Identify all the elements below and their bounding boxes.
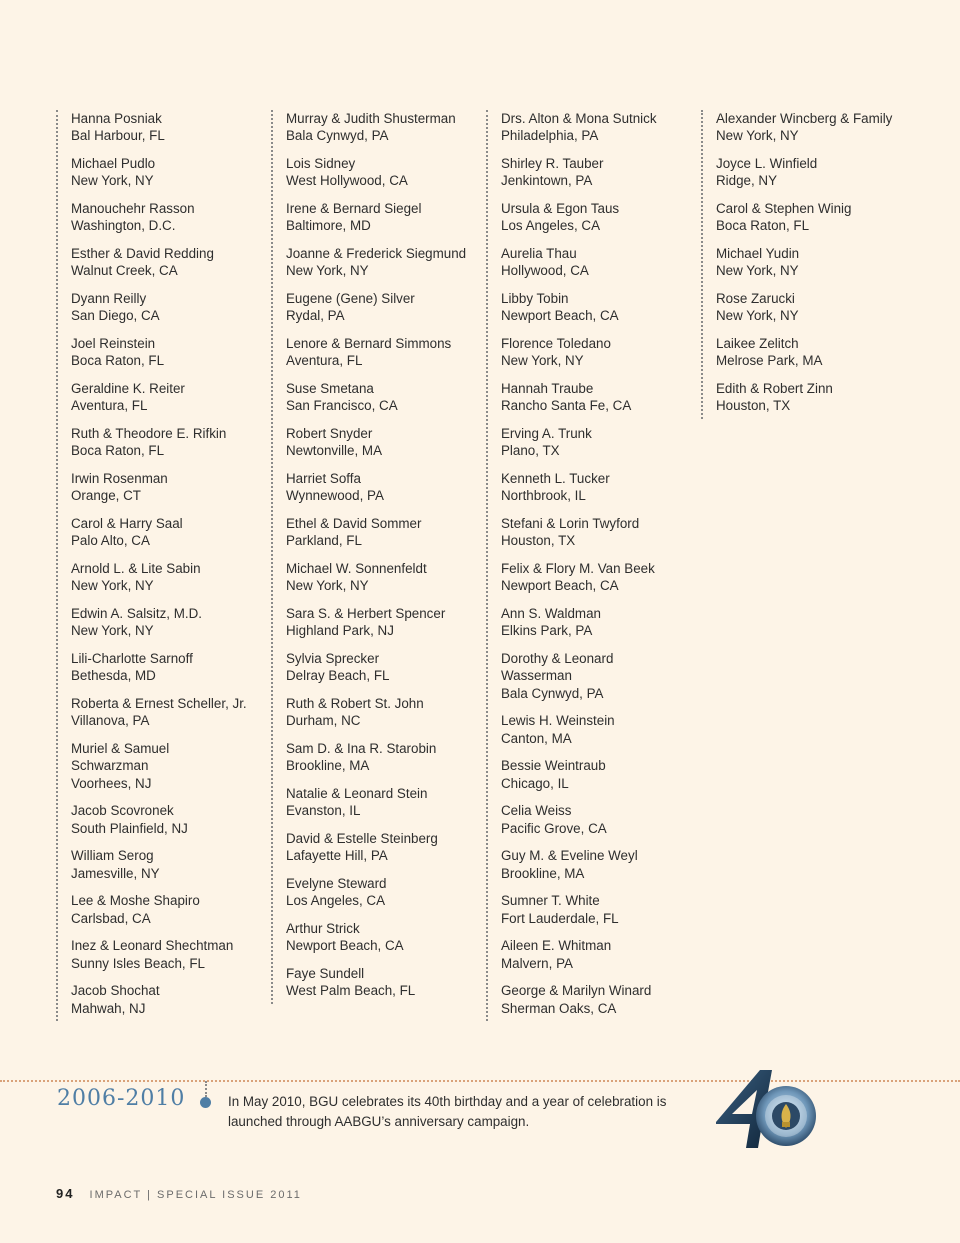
donor-name: Michael W. Sonnenfeldt bbox=[286, 561, 427, 576]
donor-entry bbox=[286, 830, 496, 865]
donor-location: Los Angeles, CA bbox=[501, 218, 601, 234]
page-number: 94 bbox=[56, 1186, 75, 1201]
donor-name: Drs. Alton & Mona Sutnick bbox=[501, 111, 657, 126]
donor-location: New York, NY bbox=[716, 263, 799, 279]
donor-location: Boca Raton, FL bbox=[71, 353, 165, 369]
donor-entry bbox=[286, 380, 496, 415]
donor-entry bbox=[71, 937, 281, 972]
donor-location: Elkins Park, PA bbox=[501, 623, 593, 639]
donor-entry bbox=[716, 155, 946, 190]
donor-name: Bessie Weintraub bbox=[501, 758, 606, 774]
donor-name: Sylvia Sprecker bbox=[286, 651, 380, 666]
donor-location: Boca Raton, FL bbox=[716, 218, 810, 234]
donor-location: Aventura, FL bbox=[71, 398, 148, 414]
donor-name: Manouchehr Rasson bbox=[71, 201, 195, 216]
donor-entry bbox=[71, 470, 281, 505]
donor-location: Bethesda, MD bbox=[71, 668, 156, 684]
donor-location: Mahwah, NJ bbox=[71, 1000, 146, 1016]
donor-location: Carlsbad, CA bbox=[71, 910, 151, 926]
donor-location: Chicago, IL bbox=[501, 775, 569, 791]
donor-entry bbox=[71, 110, 281, 145]
donor-location: New York, NY bbox=[71, 173, 154, 189]
donor-location: Rancho Santa Fe, CA bbox=[501, 398, 632, 414]
donor-name: George & Marilyn Winard bbox=[501, 983, 652, 999]
donor-entry bbox=[71, 245, 281, 280]
donor-entry bbox=[286, 470, 496, 505]
donor-name: Stefani & Lorin Twyford bbox=[501, 516, 640, 531]
donor-name: Roberta & Ernest Scheller, Jr. bbox=[71, 696, 247, 711]
donor-name: Lenore & Bernard Simmons bbox=[286, 336, 452, 351]
donor-name: Ruth & Theodore E. Rifkin bbox=[71, 426, 227, 441]
donor-entry bbox=[71, 200, 281, 235]
donor-name: Joanne & Frederick Siegmund bbox=[286, 246, 467, 261]
donor-entry bbox=[501, 470, 711, 505]
donor-name: Aileen E. Whitman bbox=[501, 938, 612, 954]
donor-name: Jacob Shochat bbox=[71, 983, 160, 999]
donor-location: Durham, NC bbox=[286, 713, 361, 729]
donor-name: David & Estelle Steinberg bbox=[286, 831, 438, 846]
donor-entry bbox=[501, 605, 711, 640]
donor-entry bbox=[71, 802, 281, 837]
donor-name: Carol & Stephen Winig bbox=[716, 201, 852, 216]
donor-entry bbox=[286, 425, 496, 460]
donor-name: Shirley R. Tauber bbox=[501, 156, 604, 171]
donor-name: Robert Snyder bbox=[286, 426, 373, 441]
donor-entry bbox=[501, 335, 711, 370]
donor-name: Arnold L. & Lite Sabin bbox=[71, 561, 201, 576]
donor-entry bbox=[501, 200, 711, 235]
donor-location: Highland Park, NJ bbox=[286, 623, 394, 639]
donor-location: Voorhees, NJ bbox=[71, 775, 152, 791]
donor-entry bbox=[71, 847, 281, 882]
donor-entry bbox=[286, 920, 496, 955]
donor-name: Inez & Leonard Shechtman bbox=[71, 938, 234, 954]
donor-location: Brookline, MA bbox=[286, 758, 370, 774]
donor-entry bbox=[286, 155, 496, 190]
donor-location: Villanova, PA bbox=[71, 713, 150, 729]
donor-entry bbox=[501, 560, 711, 595]
donor-entry bbox=[71, 335, 281, 370]
donor-entry bbox=[716, 245, 946, 280]
donor-entry bbox=[71, 605, 281, 640]
donor-name: Aurelia Thau bbox=[501, 246, 577, 261]
donor-location: South Plainfield, NJ bbox=[71, 820, 188, 836]
donor-entry bbox=[501, 245, 711, 280]
donor-entry bbox=[501, 650, 711, 702]
donor-name: Dyann Reilly bbox=[71, 291, 147, 306]
donor-name: Lili-Charlotte Sarnoff bbox=[71, 651, 193, 666]
donor-location: Fort Lauderdale, FL bbox=[501, 910, 619, 926]
donor-entry bbox=[71, 290, 281, 325]
donor-name: Jacob Scovronek bbox=[71, 803, 174, 819]
donor-location: Newtonville, MA bbox=[286, 443, 382, 459]
donor-entry bbox=[286, 290, 496, 325]
donor-name: Eugene (Gene) Silver bbox=[286, 291, 415, 306]
donor-name: Sam D. & Ina R. Starobin bbox=[286, 741, 437, 756]
donor-entry bbox=[501, 712, 711, 747]
donor-name: Schwarzman bbox=[71, 758, 149, 774]
donor-name: Michael Yudin bbox=[716, 246, 800, 261]
donor-location: Delray Beach, FL bbox=[286, 668, 390, 684]
donor-name: Faye Sundell bbox=[286, 966, 365, 981]
donor-entry bbox=[71, 740, 281, 792]
donor-entry bbox=[71, 560, 281, 595]
donor-location: New York, NY bbox=[71, 623, 154, 639]
donor-entry bbox=[501, 847, 711, 882]
donor-name: Lewis H. Weinstein bbox=[501, 713, 615, 729]
donor-name: Joyce L. Winfield bbox=[716, 156, 818, 171]
donor-entry bbox=[286, 515, 496, 550]
donor-entry bbox=[71, 155, 281, 190]
donor-location: Baltimore, MD bbox=[286, 218, 371, 234]
donor-name: Rose Zarucki bbox=[716, 291, 795, 306]
donor-column-3 bbox=[486, 110, 711, 1021]
donor-entry bbox=[286, 650, 496, 685]
donor-entry bbox=[286, 965, 496, 1000]
donor-name: Sumner T. White bbox=[501, 893, 600, 909]
donor-location: Orange, CT bbox=[71, 488, 141, 504]
donor-location: Jamesville, NY bbox=[71, 865, 160, 881]
donor-name: Florence Toledano bbox=[501, 336, 611, 351]
donor-name: Arthur Strick bbox=[286, 921, 360, 936]
donor-entry bbox=[501, 425, 711, 460]
donor-location: West Hollywood, CA bbox=[286, 173, 408, 189]
donor-name: Muriel & Samuel bbox=[71, 741, 170, 756]
donor-name: Irwin Rosenman bbox=[71, 471, 168, 486]
donor-name: Harriet Soffa bbox=[286, 471, 361, 486]
donor-location: Sunny Isles Beach, FL bbox=[71, 955, 205, 971]
donor-entry bbox=[501, 982, 711, 1017]
donor-name: William Serog bbox=[71, 848, 154, 864]
donor-entry bbox=[71, 515, 281, 550]
donor-name: Kenneth L. Tucker bbox=[501, 471, 610, 486]
donor-entry bbox=[71, 982, 281, 1017]
donor-name: Natalie & Leonard Stein bbox=[286, 786, 428, 801]
donor-entry bbox=[286, 335, 496, 370]
donor-name: Michael Pudlo bbox=[71, 156, 156, 171]
timeline-connector bbox=[205, 1081, 207, 1097]
donor-location: Bal Harbour, FL bbox=[71, 128, 165, 144]
donor-location: San Diego, CA bbox=[71, 308, 160, 324]
donor-location: Parkland, FL bbox=[286, 533, 362, 549]
donor-name: Ann S. Waldman bbox=[501, 606, 601, 621]
page-footer bbox=[56, 1186, 302, 1201]
donor-entry bbox=[501, 155, 711, 190]
donor-location: Los Angeles, CA bbox=[286, 893, 386, 909]
donor-entry bbox=[71, 695, 281, 730]
donor-location: Houston, TX bbox=[501, 533, 576, 549]
donor-location: Ridge, NY bbox=[716, 173, 778, 189]
donor-entry bbox=[286, 875, 496, 910]
publication-title: IMPACT | SPECIAL ISSUE 2011 bbox=[89, 1189, 302, 1201]
donor-location: Aventura, FL bbox=[286, 353, 363, 369]
donor-name: Edwin A. Salsitz, M.D. bbox=[71, 606, 202, 621]
donor-name: Hanna Posniak bbox=[71, 111, 162, 126]
donor-entry bbox=[501, 110, 711, 145]
donor-entry bbox=[716, 200, 946, 235]
donor-location: Rydal, PA bbox=[286, 308, 345, 324]
donor-entry bbox=[716, 380, 946, 415]
donor-entry bbox=[71, 380, 281, 415]
donor-location: Wynnewood, PA bbox=[286, 488, 384, 504]
donor-location: New York, NY bbox=[71, 578, 154, 594]
donor-location: Evanston, IL bbox=[286, 803, 361, 819]
donor-location: Bala Cynwyd, PA bbox=[286, 128, 389, 144]
donor-name: Felix & Flory M. Van Beek bbox=[501, 561, 655, 576]
donor-location: Newport Beach, CA bbox=[286, 938, 404, 954]
donor-location: Lafayette Hill, PA bbox=[286, 848, 388, 864]
donor-entry bbox=[716, 290, 946, 325]
donor-name: Dorothy & Leonard bbox=[501, 651, 614, 666]
donor-entry bbox=[501, 380, 711, 415]
donor-entry bbox=[501, 515, 711, 550]
donor-column-4 bbox=[701, 110, 946, 419]
donor-name: Irene & Bernard Siegel bbox=[286, 201, 422, 216]
donor-name: Wasserman bbox=[501, 668, 572, 684]
donor-location: Washington, D.C. bbox=[71, 218, 176, 234]
donor-entry bbox=[716, 335, 946, 370]
donor-location: Jenkintown, PA bbox=[501, 173, 593, 189]
donor-entry bbox=[286, 245, 496, 280]
donor-location: Sherman Oaks, CA bbox=[501, 1000, 617, 1016]
donor-name: Lee & Moshe Shapiro bbox=[71, 893, 200, 909]
donor-entry bbox=[286, 200, 496, 235]
donor-entry bbox=[286, 785, 496, 820]
donor-location: Plano, TX bbox=[501, 443, 560, 459]
donor-location: Boca Raton, FL bbox=[71, 443, 165, 459]
donor-entry bbox=[501, 937, 711, 972]
donor-name: Evelyne Steward bbox=[286, 876, 387, 891]
donor-location: Houston, TX bbox=[716, 398, 791, 414]
donor-location: Bala Cynwyd, PA bbox=[501, 685, 604, 701]
anniversary-40-logo-icon bbox=[712, 1064, 822, 1152]
donor-location: New York, NY bbox=[286, 263, 369, 279]
timeline-bullet-icon bbox=[200, 1097, 211, 1108]
donor-name: Laikee Zelitch bbox=[716, 336, 799, 351]
donor-entry bbox=[501, 802, 711, 837]
donor-entry bbox=[501, 892, 711, 927]
donor-location: Palo Alto, CA bbox=[71, 533, 150, 549]
donor-location: New York, NY bbox=[501, 353, 584, 369]
donor-name: Sara S. & Herbert Spencer bbox=[286, 606, 446, 621]
donor-location: Northbrook, IL bbox=[501, 488, 586, 504]
donor-location: Walnut Creek, CA bbox=[71, 263, 178, 279]
donor-location: Hollywood, CA bbox=[501, 263, 589, 279]
donor-location: Philadelphia, PA bbox=[501, 128, 599, 144]
donor-location: Canton, MA bbox=[501, 730, 572, 746]
donor-name: Libby Tobin bbox=[501, 291, 569, 306]
donor-location: West Palm Beach, FL bbox=[286, 983, 416, 999]
donor-location: Melrose Park, MA bbox=[716, 353, 823, 369]
donor-name: Celia Weiss bbox=[501, 803, 572, 819]
donor-entry bbox=[501, 757, 711, 792]
timeline-era-label: 2006-2010 bbox=[57, 1086, 186, 1111]
donor-entry bbox=[71, 650, 281, 685]
donor-name: Carol & Harry Saal bbox=[71, 516, 183, 531]
donor-name: Lois Sidney bbox=[286, 156, 356, 171]
donor-entry bbox=[501, 290, 711, 325]
donor-name: Joel Reinstein bbox=[71, 336, 156, 351]
donor-column-2 bbox=[271, 110, 496, 1004]
donor-name: Suse Smetana bbox=[286, 381, 374, 396]
donor-entry bbox=[286, 560, 496, 595]
donor-entry bbox=[286, 110, 496, 145]
timeline-announcement: In May 2010, BGU celebrates its 40th birthday and a year of celebration is launched through AABGU’s anniversary campaign. bbox=[228, 1094, 667, 1129]
donor-entry bbox=[286, 740, 496, 775]
donor-location: Malvern, PA bbox=[501, 955, 573, 971]
donor-location: San Francisco, CA bbox=[286, 398, 398, 414]
donor-entry bbox=[286, 695, 496, 730]
donor-location: Brookline, MA bbox=[501, 865, 585, 881]
donor-entry bbox=[716, 110, 946, 145]
donor-location: Pacific Grove, CA bbox=[501, 820, 607, 836]
donor-name: Erving A. Trunk bbox=[501, 426, 592, 441]
donor-name: Ethel & David Sommer bbox=[286, 516, 422, 531]
donor-location: New York, NY bbox=[716, 128, 799, 144]
donor-name: Ursula & Egon Taus bbox=[501, 201, 620, 216]
donor-location: New York, NY bbox=[286, 578, 369, 594]
donor-entry bbox=[71, 892, 281, 927]
donor-name: Murray & Judith Shusterman bbox=[286, 111, 456, 126]
donor-name: Edith & Robert Zinn bbox=[716, 381, 833, 396]
donor-name: Esther & David Redding bbox=[71, 246, 214, 261]
donor-name: Guy M. & Eveline Weyl bbox=[501, 848, 638, 864]
donor-name: Geraldine K. Reiter bbox=[71, 381, 185, 396]
donor-location: New York, NY bbox=[716, 308, 799, 324]
donor-entry bbox=[71, 425, 281, 460]
donor-column-1 bbox=[56, 110, 281, 1021]
donor-entry bbox=[286, 605, 496, 640]
donor-name: Ruth & Robert St. John bbox=[286, 696, 424, 711]
donor-name: Alexander Wincberg & Family bbox=[716, 111, 893, 126]
donor-location: Newport Beach, CA bbox=[501, 308, 619, 324]
donor-name: Hannah Traube bbox=[501, 381, 594, 396]
donor-location: Newport Beach, CA bbox=[501, 578, 619, 594]
